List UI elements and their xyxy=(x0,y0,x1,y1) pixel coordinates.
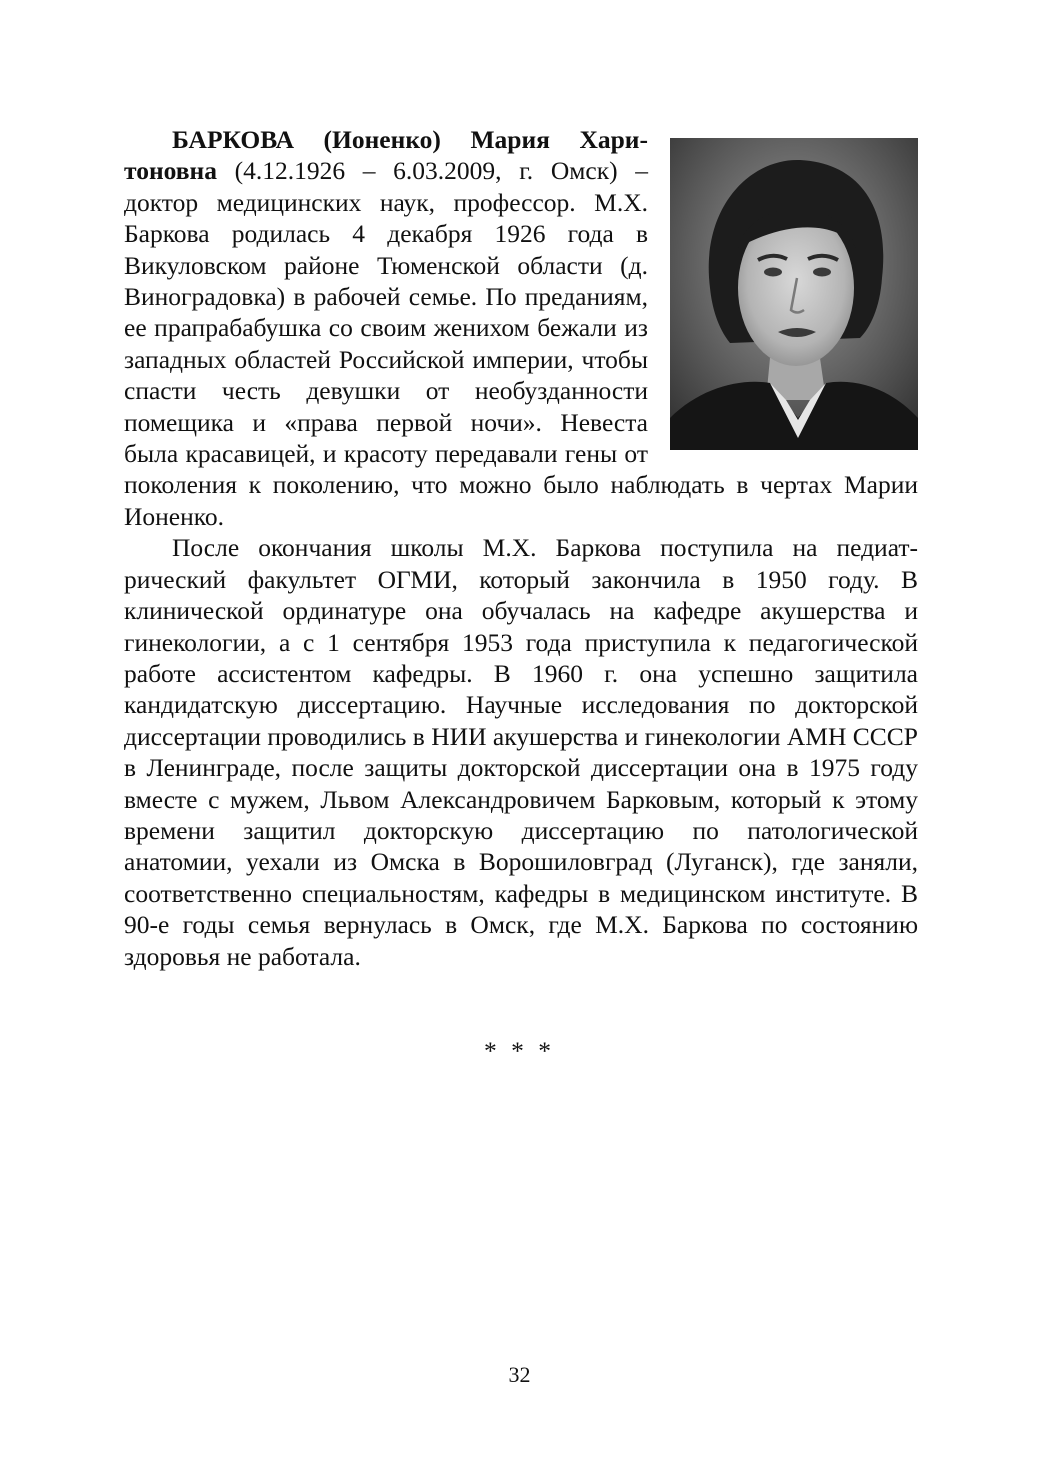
paragraph-1-text: (4.12.1926 – 6.03.2009, г. Омск) – доктор медицинских наук, профессор. М.Х. Баркова родилась 4 декабря 1926 года в Викуловском районе Тюменской области (д. Виноградовка) в рабочей семье. По преданиям, ее прапрабабушка со своим женихом бежали из западных областей Российской империи, чтобы спасти честь девушки от необузданности помещика и «права первой ночи». Невеста была красавицей, и красоту передавали гены от поколения к поколению, что можно было наблюдать в чертах Марии Ионенко. xyxy=(124,156,918,531)
article-body xyxy=(124,124,918,972)
paragraph-2: После окончания школы М.Х. Баркова поступила на педиатрический факультет ОГМИ, который закончила в 1950 году. В клинической ординатуре она обучалась на кафедре акушерства и гинекологии, а с 1 сентября 1953 года приступила к педагогической работе ассистентом кафедры. В 1960 г. она успешно защитила кандидатскую диссертацию. Научные исследования по докторской диссертации проводились в НИИ акушерства и гинекологии АМН СССР в Ленинграде, после защиты докторской диссертации она в 1975 году вместе с мужем, Львом Александровичем Барковым, который к этому времени защитил докторскую диссертацию по патологической анатомии, уехали из Омска в Ворошиловград (Луганск), где заняли, соответственно специальностям, кафедры в медицинском институте. В 90-е годы семья вернулась в Омск, где М.Х. Баркова по состоянию здоровья не работала. xyxy=(124,533,918,971)
page-number: 32 xyxy=(508,1362,531,1387)
section-separator: * * * xyxy=(484,1036,555,1065)
photo-text-wrap-spacer xyxy=(648,124,918,462)
person-name-heading: БАРКОВА (Ионенко) Мария Харитоновна xyxy=(124,125,648,186)
